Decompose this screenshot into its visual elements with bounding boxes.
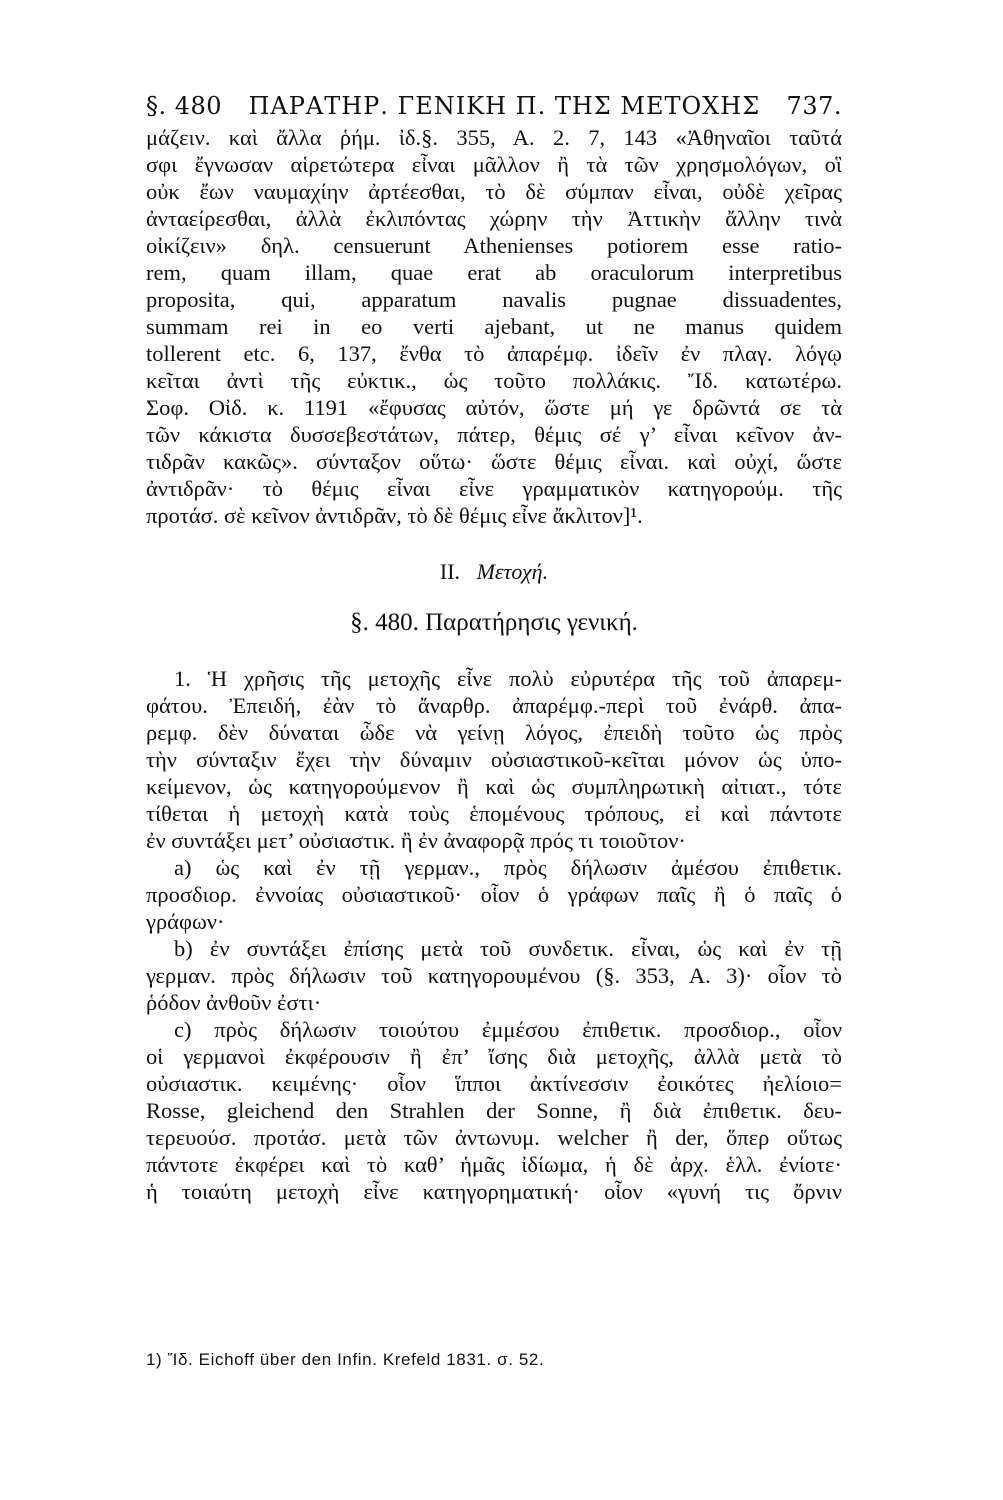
text-line: οἰκίζειν» δηλ. censuerunt Athenienses potiorem esse ratio-	[146, 233, 842, 258]
text-line: φάτου. Ἐπειδή, ἐὰν τὸ ἄναρθρ. ἀπαρέμφ.-περὶ τοῦ ἐνάρθ. ἀπα-	[146, 693, 842, 718]
text-line: κείμενον, ὡς κατηγορούμενον ἢ καὶ ὡς συμπληρωτικὴ αἰτιατ., τότε	[146, 774, 842, 799]
text-line: ἀνταείρεσθαι, ἀλλὰ ἐκλιπόντας χώρην τὴν Ἀττικὴν ἄλλην τινὰ	[146, 206, 842, 231]
text-line: ῥόδον ἀνθοῦν ἐστι·	[146, 990, 322, 1015]
text-line: ἀντιδρᾶν· τὸ θέμις εἶναι εἶνε γραμματικὸν κατηγορούμ. τῆς	[146, 476, 842, 501]
text-line: τῶν κάκιστα δυσσεβεστάτων, πάτερ, θέμις σέ γ’ εἶναι κεῖνον ἀν-	[146, 422, 842, 447]
text-line: tollerent etc. 6, 137, ἔνθα τὸ ἀπαρέμφ. ἰδεῖν ἐν πλαγ. λόγῳ	[146, 341, 842, 366]
text-line: τερευούσ. προτάσ. μετὰ τῶν ἀντωνυμ. welcher ἢ der, ὅπερ οὕτως	[146, 1125, 842, 1150]
text-line: γερμαν. πρὸς δήλωσιν τοῦ κατηγορουμένου (§. 353, Α. 3)· οἷον τὸ	[146, 963, 842, 988]
text-line: proposita, qui, apparatum navalis pugnae dissuadentes,	[146, 287, 842, 312]
subsection-title: Μετοχή.	[476, 559, 549, 584]
text-line: οἱ γερμανοὶ ἐκφέρουσιν ἢ ἐπ’ ἴσης διὰ μετοχῆς, ἀλλὰ μετὰ τὸ	[146, 1044, 842, 1069]
running-head	[146, 92, 842, 120]
paragraph-1	[146, 124, 842, 529]
list-item-b: b) ἐν συντάξει ἐπίσης μετὰ τοῦ συνδετικ. εἶναι, ὡς καὶ ἐν τῇ	[174, 936, 842, 961]
text-line: τίθεται ἡ μετοχὴ κατὰ τοὺς ἑπομένους τρόπους, εἰ καὶ πάντοτε	[146, 801, 842, 826]
text-line: ἐν συντάξει μετ’ οὐσιαστικ. ἢ ἐν ἀναφορᾷ πρός τι τοιοῦτον·	[146, 828, 686, 853]
text-line: ρεμφ. δὲν δύναται ὧδε νὰ γείνῃ λόγος, ἐπειδὴ τοῦτο ὡς πρὸς	[146, 720, 842, 745]
footnote: 1) Ἴδ. Eichoff über den Infin. Krefeld 1831. σ. 52.	[146, 1350, 545, 1369]
text-line: ἡ τοιαύτη μετοχὴ εἶνε κατηγορηματική· οἷον «γυνή τις ὄρνιν	[146, 1179, 842, 1204]
subsection-heading	[146, 559, 842, 585]
text-line: summam rei in eo verti ajebant, ut ne manus quidem	[146, 314, 842, 339]
list-item-a: a) ὡς καὶ ἐν τῇ γερμαν., πρὸς δήλωσιν ἀμέσου ἐπιθετικ.	[174, 855, 842, 880]
list-item-c: c) πρὸς δήλωσιν τοιούτου ἐμμέσου ἐπιθετικ. προσδιορ., οἷον	[174, 1017, 842, 1042]
page-body	[146, 92, 842, 1205]
text-line: προσδιορ. ἐννοίας οὐσιαστικοῦ· οἷον ὁ γράφων παῖς ἢ ὁ παῖς ὁ	[146, 882, 842, 907]
text-line: τιδρᾶν κακῶς». σύνταξον οὕτω· ὥστε θέμις εἶναι. καὶ οὐχί, ὥστε	[146, 449, 842, 474]
section-number: §. 480	[146, 92, 223, 120]
paragraph-2	[146, 665, 842, 1205]
section-heading: §. 480. Παρατήρησις γενική.	[350, 609, 638, 636]
running-title: ΠΑΡΑΤΗΡ. ΓΕΝΙΚΗ Π. ΤΗΣ ΜΕΤΟΧΗΣ	[248, 92, 761, 120]
text-line: τὴν σύνταξιν ἔχει τὴν δύναμιν οὐσιαστικοῦ-κεῖται μόνον ὡς ὑπο-	[146, 747, 842, 772]
text-line: μάζειν. καὶ ἄλλα ῥήμ. ἰδ.§. 355, Α. 2. 7, 143 «Ἀθηναῖοι ταῦτά	[146, 125, 842, 150]
page-number: 737.	[786, 92, 842, 120]
text-line: οὐσιαστικ. κειμένης· οἷον ἵπποι ἀκτίνεσσιν ἐοικότες ἠελίοιο=	[146, 1071, 842, 1096]
text-line: οὐκ ἔων ναυμαχίην ἀρτέεσθαι, τὸ δὲ σύμπαν εἶναι, οὐδὲ χεῖρας	[146, 179, 842, 204]
subsection-number: II.	[439, 559, 461, 584]
text-line: πάντοτε ἐκφέρει καὶ τὸ καθ’ ἡμᾶς ἰδίωμα, ἡ δὲ ἀρχ. ἑλλ. ἐνίοτε·	[146, 1152, 842, 1177]
text-line: σφι ἔγνωσαν αἱρετώτερα εἶναι μᾶλλον ἢ τὰ τῶν χρησμολόγων, οἳ	[146, 152, 842, 177]
text-line: rem, quam illam, quae erat ab oraculorum interpretibus	[146, 260, 842, 285]
text-line: Σοφ. Οἰδ. κ. 1191 «ἔφυσας αὐτόν, ὥστε μή γε δρῶντά σε τὰ	[146, 395, 842, 420]
text-line: κεῖται ἀντὶ τῆς εὐκτικ., ὡς τοῦτο πολλάκις. Ἴδ. κατωτέρω.	[146, 368, 842, 393]
text-line: γράφων·	[146, 909, 225, 934]
text-line: προτάσ. σὲ κεῖνον ἀντιδρᾶν, τὸ δὲ θέμις εἶνε ἄκλιτον]¹.	[146, 503, 643, 528]
text-line: 1. Ἡ χρῆσις τῆς μετοχῆς εἶνε πολὺ εὐρυτέρα τῆς τοῦ ἀπαρεμ-	[174, 666, 842, 691]
text-line: Rosse, gleichend den Strahlen der Sonne, ἢ διὰ ἐπιθετικ. δευ-	[146, 1098, 842, 1123]
